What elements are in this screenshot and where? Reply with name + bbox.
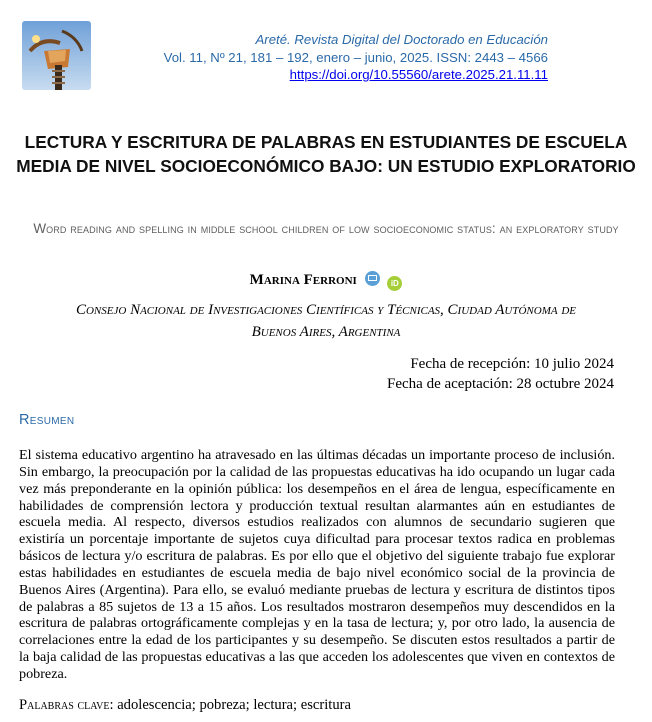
- affiliation-line: Buenos Aires, Argentina: [251, 324, 401, 340]
- keywords-line: [19, 697, 619, 714]
- article-dates: [387, 354, 614, 394]
- doi-link[interactable]: https://doi.org/10.55560/arete.2025.21.11.11: [289, 67, 548, 82]
- abstract-body: El sistema educativo argentino ha atravesado en las últimas décadas un importante proceso de inclusión. Sin embargo, la preocupación por la calidad de las propuestas educativas ha ido ocupando un lugar cada vez más preponderante en la opinión pública: los desempeños en el área de lengua, específicamente en habilidades de comprensión lectora y producción textual resultan alarmantes aún en estudiantes de escuela media. Al respecto, diversos estudios realizados con alumnos de secundario sugieren que existiría un porcentaje importante de sujetos cuya dificultad para procesar textos radica en problemas básicos de lectura y/o escritura de palabras. Es por ello que el objetivo del siguiente trabajo fue explorar estas habilidades en estudiantes de escuela media de bajo nivel económico social de la provincia de Buenos Aires (Argentina). Para ello, se evaluó mediante pruebas de lectura y escritura de distintos tipos de palabras a 85 sujetos de 13 a 15 años. Los resultados mostraron desempeños muy descendidos en la escritura de palabras ortográficamente complejas y en la tasa de lectura; y, por otro lado, la ausencia de correlaciones entre la edad de los participantes y su desempeño. Se discuten estos resultados a partir de la baja calidad de las propuestas educativas a las que acceden los adolescentes que viven en contextos de pobreza.: [19, 447, 615, 682]
- accepted-date: Fecha de aceptación: 28 octubre 2024: [387, 376, 614, 392]
- email-icon[interactable]: [365, 271, 380, 286]
- journal-logo: [22, 21, 91, 90]
- orcid-icon[interactable]: iD: [387, 276, 402, 291]
- author-affiliation: [20, 299, 632, 343]
- keywords-list: adolescencia; pobreza; lectura; escritura: [117, 697, 351, 713]
- article-subtitle-english: Word reading and spelling in middle school children of low socioeconomic status: an exploratory study: [33, 221, 619, 236]
- article-title: LECTURA Y ESCRITURA DE PALABRAS EN ESTUDIANTES DE ESCUELA MEDIA DE NIVEL SOCIOECONÓMICO BAJO: UN ESTUDIO EXPLORATORIO: [16, 132, 636, 176]
- keywords-label: Palabras clave:: [19, 697, 114, 713]
- received-date: Fecha de recepción: 10 julio 2024: [410, 356, 614, 372]
- affiliation-line: Consejo Nacional de Investigaciones Científicas y Técnicas, Ciudad Autónoma de: [75, 302, 576, 318]
- journal-header: [108, 31, 548, 84]
- journal-volume-line: Vol. 11, Nº 21, 181 – 192, enero – junio, 2025. ISSN: 2443 – 4566: [163, 49, 548, 65]
- journal-name: Areté. Revista Digital del Doctorado en Educación: [255, 32, 548, 47]
- author-line: [0, 271, 652, 291]
- author-name: Marina Ferroni: [249, 272, 357, 288]
- abstract-heading: Resumen: [19, 412, 75, 428]
